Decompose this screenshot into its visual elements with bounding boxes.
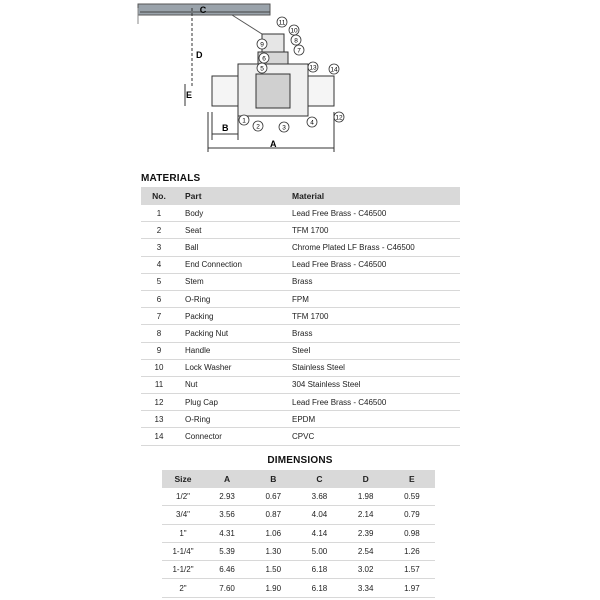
materials-cell-material: CPVC	[292, 428, 460, 445]
callout-number: 6	[262, 55, 266, 63]
materials-row	[141, 325, 460, 342]
materials-cell-material: Steel	[292, 342, 460, 359]
dim-letter-a: A	[270, 139, 277, 149]
materials-cell-part: Nut	[177, 376, 292, 393]
dimensions-cell-value: 4.31	[204, 524, 250, 542]
callout-number: 9	[260, 41, 264, 49]
materials-row	[141, 342, 460, 359]
left-end-connection	[212, 76, 238, 106]
materials-row	[141, 256, 460, 273]
dimensions-cell-size: 3/4"	[162, 506, 204, 524]
materials-cell-part: Packing Nut	[177, 325, 292, 342]
materials-cell-no: 7	[141, 308, 177, 325]
materials-cell-part: Body	[177, 205, 292, 222]
materials-cell-material: TFM 1700	[292, 222, 460, 239]
materials-cell-part: O-Ring	[177, 411, 292, 428]
dimensions-header-d: D	[343, 470, 389, 488]
dimensions-row	[162, 488, 435, 506]
dimensions-cell-value: 5.00	[296, 542, 342, 560]
dimensions-cell-size: 1-1/4"	[162, 542, 204, 560]
dimensions-cell-value: 1.97	[389, 579, 435, 597]
handle-bend	[232, 15, 274, 34]
dim-letter-e: E	[186, 90, 193, 100]
dimensions-cell-value: 6.18	[296, 579, 342, 597]
materials-header-no: No.	[141, 187, 177, 205]
dimensions-cell-value: 0.59	[389, 488, 435, 506]
materials-cell-material: Stainless Steel	[292, 359, 460, 376]
dimensions-cell-value: 0.79	[389, 506, 435, 524]
dimensions-cell-value: 2.39	[343, 524, 389, 542]
materials-row	[141, 359, 460, 376]
dimensions-table	[162, 470, 435, 598]
materials-cell-no: 3	[141, 239, 177, 256]
materials-cell-no: 11	[141, 376, 177, 393]
dimensions-cell-value: 1.50	[250, 561, 296, 579]
dimensions-cell-size: 1"	[162, 524, 204, 542]
dimensions-cell-value: 4.04	[296, 506, 342, 524]
dimensions-header-a: A	[204, 470, 250, 488]
dimensions-cell-value: 3.02	[343, 561, 389, 579]
dimensions-cell-value: 5.39	[204, 542, 250, 560]
callout-number: 10	[290, 27, 298, 35]
dimensions-cell-value: 2.14	[343, 506, 389, 524]
callout-number: 13	[309, 64, 317, 72]
dimensions-cell-value: 6.46	[204, 561, 250, 579]
materials-cell-material: TFM 1700	[292, 308, 460, 325]
materials-row	[141, 411, 460, 428]
dimensions-cell-value: 0.98	[389, 524, 435, 542]
dimensions-cell-value: 7.60	[204, 579, 250, 597]
callout-number: 7	[297, 47, 301, 55]
materials-cell-no: 5	[141, 273, 177, 290]
materials-cell-material: Brass	[292, 325, 460, 342]
materials-header-part: Part	[177, 187, 292, 205]
materials-cell-no: 9	[141, 342, 177, 359]
materials-cell-material: 304 Stainless Steel	[292, 376, 460, 393]
callout-number: 5	[260, 65, 264, 73]
materials-cell-material: Lead Free Brass - C46500	[292, 394, 460, 411]
dimensions-row	[162, 579, 435, 597]
right-end-connection	[308, 76, 334, 106]
callout-number: 12	[335, 114, 343, 122]
materials-cell-no: 8	[141, 325, 177, 342]
dimensions-cell-value: 1.06	[250, 524, 296, 542]
materials-cell-part: Ball	[177, 239, 292, 256]
materials-cell-part: Packing	[177, 308, 292, 325]
materials-row	[141, 239, 460, 256]
materials-cell-material: FPM	[292, 290, 460, 307]
dimensions-cell-value: 6.18	[296, 561, 342, 579]
materials-cell-no: 14	[141, 428, 177, 445]
materials-cell-no: 1	[141, 205, 177, 222]
materials-row	[141, 205, 460, 222]
callout-number: 1	[242, 117, 246, 125]
materials-cell-material: Lead Free Brass - C46500	[292, 256, 460, 273]
dimensions-title: DIMENSIONS	[267, 455, 333, 466]
materials-cell-material: EPDM	[292, 411, 460, 428]
dimensions-row	[162, 542, 435, 560]
dim-letter-b: B	[222, 123, 229, 133]
dimensions-cell-value: 1.26	[389, 542, 435, 560]
callout-number: 8	[294, 37, 298, 45]
materials-cell-part: O-Ring	[177, 290, 292, 307]
dimensions-cell-size: 2"	[162, 579, 204, 597]
materials-cell-part: End Connection	[177, 256, 292, 273]
dimensions-header-e: E	[389, 470, 435, 488]
ball-shape	[256, 74, 290, 108]
materials-cell-no: 2	[141, 222, 177, 239]
materials-cell-no: 12	[141, 394, 177, 411]
materials-table	[141, 187, 460, 446]
dimensions-cell-value: 1.57	[389, 561, 435, 579]
materials-row	[141, 428, 460, 445]
dimensions-header-b: B	[250, 470, 296, 488]
dimensions-row	[162, 561, 435, 579]
dimensions-cell-value: 3.34	[343, 579, 389, 597]
dim-letter-c: C	[199, 5, 207, 15]
dimensions-header-c: C	[296, 470, 342, 488]
dimensions-cell-value: 1.98	[343, 488, 389, 506]
materials-row	[141, 376, 460, 393]
dim-letter-d: D	[196, 50, 203, 60]
materials-cell-material: Brass	[292, 273, 460, 290]
materials-cell-part: Stem	[177, 273, 292, 290]
dimensions-cell-size: 1-1/2"	[162, 561, 204, 579]
dimensions-cell-value: 1.90	[250, 579, 296, 597]
callout-number: 14	[330, 66, 338, 74]
dimensions-cell-value: 2.93	[204, 488, 250, 506]
materials-cell-no: 10	[141, 359, 177, 376]
callout-number: 4	[310, 119, 314, 127]
dimensions-cell-value: 3.56	[204, 506, 250, 524]
materials-row	[141, 273, 460, 290]
dimensions-cell-value: 3.68	[296, 488, 342, 506]
materials-row	[141, 308, 460, 325]
dimensions-row	[162, 524, 435, 542]
callout-number: 11	[278, 19, 286, 27]
materials-cell-part: Seat	[177, 222, 292, 239]
materials-cell-material: Lead Free Brass - C46500	[292, 205, 460, 222]
materials-cell-part: Connector	[177, 428, 292, 445]
materials-title: MATERIALS	[141, 173, 201, 184]
dimensions-cell-value: 0.67	[250, 488, 296, 506]
materials-header-row	[141, 187, 460, 205]
materials-cell-part: Lock Washer	[177, 359, 292, 376]
valve-diagram	[0, 0, 600, 165]
dimensions-cell-value: 1.30	[250, 542, 296, 560]
materials-cell-part: Plug Cap	[177, 394, 292, 411]
dimensions-header-row	[162, 470, 435, 488]
dimensions-header-size: Size	[162, 470, 204, 488]
materials-cell-part: Handle	[177, 342, 292, 359]
dimensions-cell-size: 1/2"	[162, 488, 204, 506]
dimensions-cell-value: 4.14	[296, 524, 342, 542]
materials-row	[141, 290, 460, 307]
materials-cell-no: 13	[141, 411, 177, 428]
dimensions-cell-value: 2.54	[343, 542, 389, 560]
materials-row	[141, 394, 460, 411]
materials-cell-material: Chrome Plated LF Brass - C46500	[292, 239, 460, 256]
materials-cell-no: 4	[141, 256, 177, 273]
dimensions-cell-value: 0.87	[250, 506, 296, 524]
materials-cell-no: 6	[141, 290, 177, 307]
materials-header-material: Material	[292, 187, 460, 205]
callout-number: 3	[282, 124, 286, 132]
materials-row	[141, 222, 460, 239]
dimensions-row	[162, 506, 435, 524]
callout-number: 2	[256, 123, 260, 131]
